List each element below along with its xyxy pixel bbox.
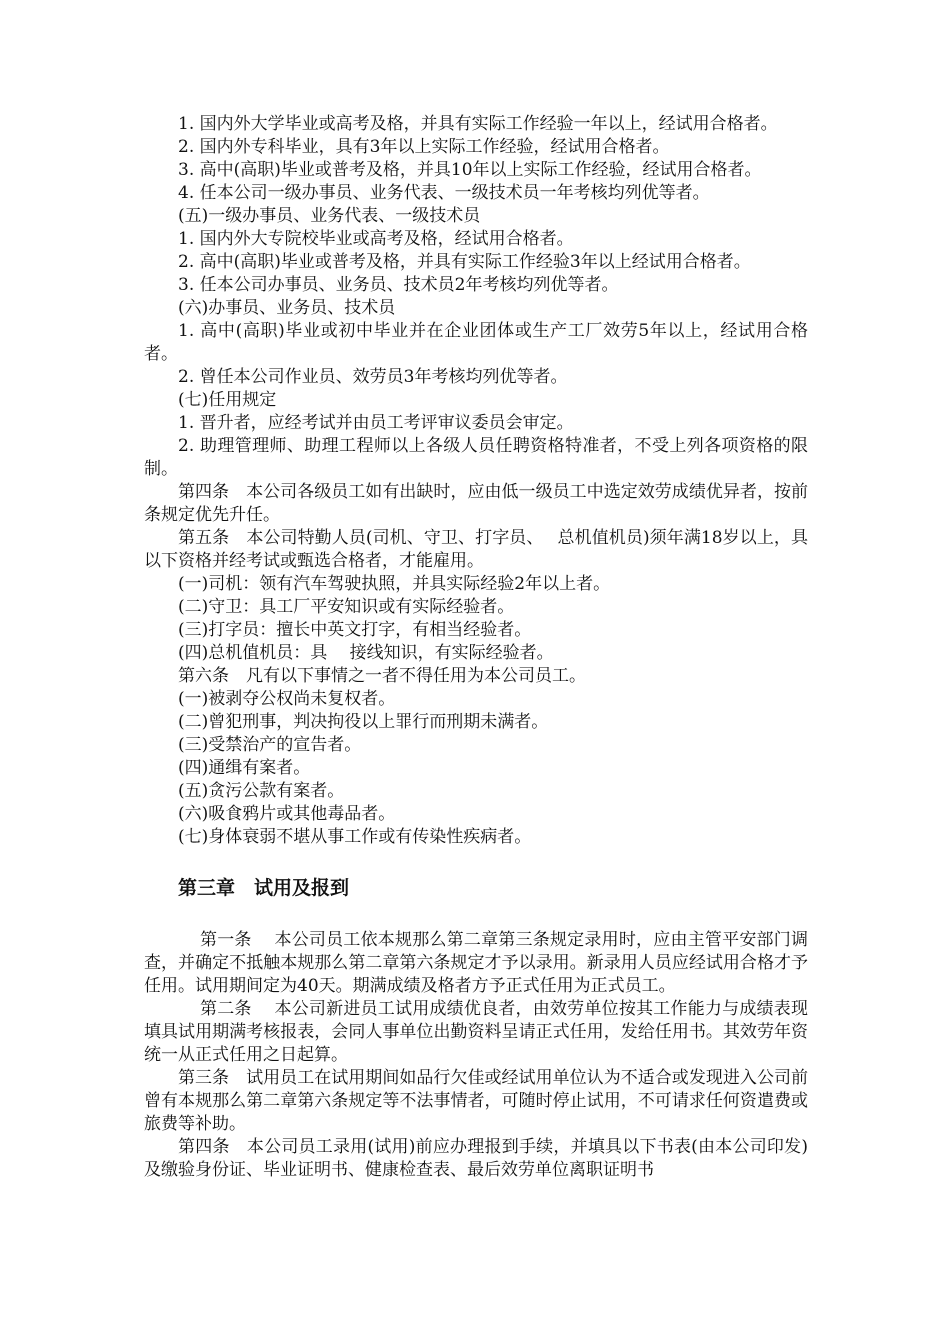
paragraph: (一)司机：领有汽车驾驶执照，并具实际经验2年以上者。 xyxy=(178,574,611,594)
article-5: 第五条 本公司特勤人员(司机、守卫、打字员、 总机值机员)须年满18岁以上，具以下资格并经考试或甄选合格者，才能雇用。 xyxy=(144,528,808,571)
paragraph: 1. 国内外大专院校毕业或高考及格，经试用合格者。 xyxy=(178,229,574,249)
paragraph: 1. 高中(高职)毕业或初中毕业并在企业团体或生产工厂效劳5年以上，经试用合格者。 xyxy=(144,321,808,364)
article-4-report: 第四条 本公司员工录用(试用)前应办理报到手续，并填具以下书表(由本公司印发)及缴验身份证、毕业证明书、健康检查表、最后效劳单位离职证明书 xyxy=(144,1137,808,1180)
paragraph: (三)受禁治产的宣告者。 xyxy=(178,735,362,755)
paragraph: (三)打字员：擅长中英文打字，有相当经验者。 xyxy=(178,620,532,640)
paragraph: (六)吸食鸦片或其他毒品者。 xyxy=(178,804,396,824)
paragraph: 3. 任本公司办事员、业务员、技术员2年考核均列优等者。 xyxy=(178,275,619,295)
paragraph: 1. 国内外大学毕业或高考及格，并具有实际工作经验一年以上，经试用合格者。 xyxy=(178,114,778,134)
paragraph: (七)身体衰弱不堪从事工作或有传染性疾病者。 xyxy=(178,827,532,847)
article-4: 第四条 本公司各级员工如有出缺时，应由低一级员工中选定效劳成绩优异者，按前条规定优先升任。 xyxy=(144,482,808,525)
paragraph: 2. 国内外专科毕业，具有3年以上实际工作经验，经试用合格者。 xyxy=(178,137,670,157)
paragraph: 2. 曾任本公司作业员、效劳员3年考核均列优等者。 xyxy=(178,367,568,387)
article-2: 第二条 本公司新进员工试用成绩优良者，由效劳单位按其工作能力与成绩表现填具试用期满考核报表，会同人事单位出勤资料呈请正式任用，发给任用书。其效劳年资统一从正式任用之日起算。 xyxy=(144,999,808,1065)
paragraph: (四)总机值机员：具 接线知识，有实际经验者。 xyxy=(178,643,554,663)
chapter-heading: 第三章 试用及报到 xyxy=(178,877,350,899)
subheading: (六)办事员、业务员、技术员 xyxy=(178,298,396,318)
section-probation xyxy=(144,929,808,1182)
subheading: (七)任用规定 xyxy=(178,390,277,410)
paragraph: 2. 助理管理师、助理工程师以上各级人员任聘资格特准者，不受上列各项资格的限制。 xyxy=(144,436,808,479)
article-1: 第一条 本公司员工依本规那么第二章第三条规定录用时，应由主管平安部门调查，并确定不抵触本规那么第二章第六条规定才予以录用。新录用人员应经试用合格才予任用。试用期间定为40天。期满成绩及格者方予正式任用为正式员工。 xyxy=(144,930,808,996)
paragraph: 2. 高中(高职)毕业或普考及格，并具有实际工作经验3年以上经试用合格者。 xyxy=(178,252,751,272)
paragraph: 1. 晋升者，应经考试并由员工考评审议委员会审定。 xyxy=(178,413,574,433)
paragraph: 3. 高中(高职)毕业或普考及格，并具10年以上实际工作经验，经试用合格者。 xyxy=(178,160,762,180)
paragraph: (四)通缉有案者。 xyxy=(178,758,311,778)
article-3: 第三条 试用员工在试用期间如品行欠佳或经试用单位认为不适合或发现进入公司前曾有本规那么第二章第六条规定等不法事情者，可随时停止试用，不可请求任何资遣费或旅费等补助。 xyxy=(144,1068,808,1134)
document-body xyxy=(144,113,808,1182)
paragraph: (五)贪污公款有案者。 xyxy=(178,781,345,801)
paragraph: (二)曾犯刑事，判决拘役以上罪行而刑期未满者。 xyxy=(178,712,549,732)
paragraph: (一)被剥夺公权尚未复权者。 xyxy=(178,689,396,709)
paragraph: (二)守卫：具工厂平安知识或有实际经验者。 xyxy=(178,597,515,617)
subheading: (五)一级办事员、业务代表、一级技术员 xyxy=(178,206,481,226)
paragraph: 4. 任本公司一级办事员、业务代表、一级技术员一年考核均列优等者。 xyxy=(178,183,710,203)
article-6: 第六条 凡有以下事情之一者不得任用为本公司员工。 xyxy=(178,666,586,686)
section-qualifications xyxy=(144,113,808,849)
